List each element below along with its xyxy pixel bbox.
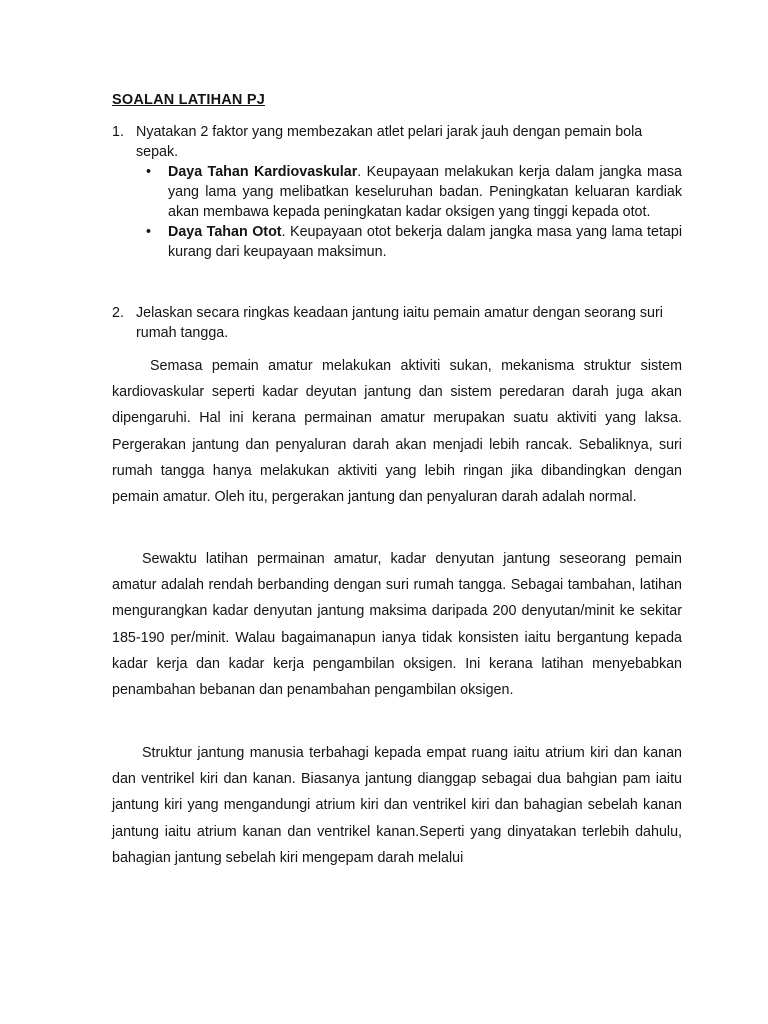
answer-paragraph-3: Struktur jantung manusia terbahagi kepada empat ruang iaitu atrium kiri dan kanan dan ventrikel kiri dan kanan. Biasanya jantung dianggap sebagai dua bahgian pam iaitu jantung kiri yang mengandungi atrium kiri dan ventrikel kiri dan bahagian sebelah kanan jantung iaitu atrium kanan dan ventrikel kanan.Seperti yang dinyatakan terlebih dahulu, bahagian jantung sebelah kiri mengepam darah melalui xyxy=(112,745,682,866)
question-number: 2. xyxy=(112,305,124,321)
bullet-body: . Keupayaan otot bekerja dalam jangka masa yang lama tetapi kurang dari keupayaan maksimun. xyxy=(168,224,683,260)
bullet-term: Daya Tahan Kardiovaskular xyxy=(168,164,358,180)
question-2 xyxy=(112,303,682,343)
document-title: SOALAN LATIHAN PJ xyxy=(112,92,265,108)
question-1-answer-list xyxy=(146,162,683,262)
list-item xyxy=(146,162,682,222)
question-text: Nyatakan 2 faktor yang membezakan atlet pelari jarak jauh dengan pemain bola sepak. xyxy=(136,124,643,160)
answer-paragraph-1: Semasa pemain amatur melakukan aktiviti sukan, mekanisma struktur sistem kardiovaskular seperti kadar deyutan jantung dan sistem peredaran darah juga akan dipengaruhi. Hal ini kerana permainan amatur merupakan suatu aktiviti yang laksa. Pergerakan jantung dan penyaluran darah akan menjadi lebih rancak. Sebaliknya, suri rumah tangga hanya melakukan aktiviti yang lebih ringan jika dibandingkan dengan pemain amatur. Oleh itu, pergerakan jantung dan penyaluran darah adalah normal. xyxy=(112,358,682,506)
bullet-icon: • xyxy=(146,224,152,240)
bullet-body: . Keupayaan melakukan kerja dalam jangka masa yang lama yang melibatkan keseluruhan badan. Peningkatan keluaran kardiak akan membawa kepada peningkatan kadar oksigen yang tinggi kepada otot. xyxy=(168,164,682,220)
answer-paragraph-2: Sewaktu latihan permainan amatur, kadar denyutan jantung seseorang pemain amatur adalah rendah berbanding dengan suri rumah tangga. Sebagai tambahan, latihan mengurangkan kadar denyutan jantung maksima daripada 200 denyutan/minit ke sekitar 185-190 per/minit. Walau bagaimanapun ianya tidak konsisten iaitu bergantung kepada kadar kerja dan kadar kerja pengambilan oksigen. Ini kerana latihan menyebabkan penambahan bebanan dan penambahan pengambilan oksigen. xyxy=(112,551,682,699)
list-item xyxy=(146,222,683,262)
bullet-term: Daya Tahan Otot xyxy=(168,224,282,240)
question-text: Jelaskan secara ringkas keadaan jantung iaitu pemain amatur dengan seorang suri rumah tangga. xyxy=(136,305,663,341)
question-1 xyxy=(112,122,682,162)
question-number: 1. xyxy=(112,124,124,140)
bullet-icon: • xyxy=(146,164,152,180)
